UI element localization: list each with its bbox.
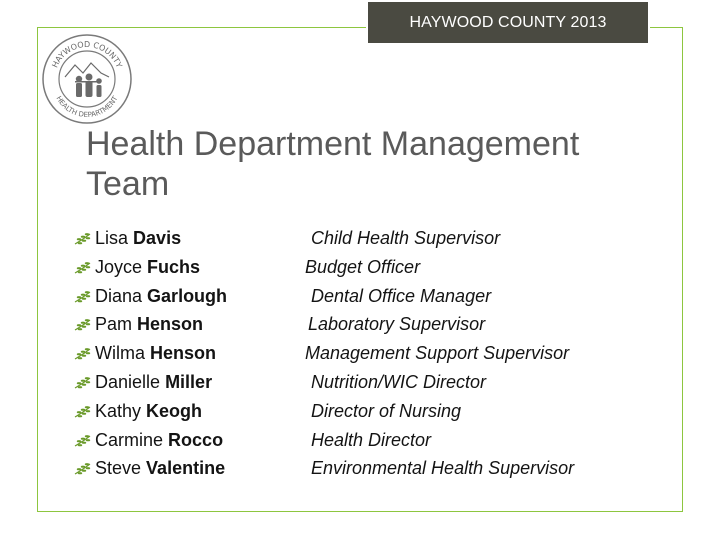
staff-first-name: Danielle (95, 371, 161, 392)
seal-top-text: HAYWOOD COUNTY (50, 39, 124, 70)
leaf-bullet-icon (74, 233, 91, 245)
list-item (74, 254, 694, 283)
list-item (74, 311, 694, 340)
staff-role: Nutrition/WIC Director (311, 371, 487, 392)
list-item (74, 369, 694, 398)
staff-role: Health Director (311, 429, 432, 450)
staff-first-name: Steve (95, 458, 142, 479)
staff-last-name: Henson (137, 314, 204, 335)
staff-last-name: Davis (133, 228, 182, 248)
staff-first-name: Carmine (95, 429, 164, 450)
staff-last-name: Henson (150, 343, 217, 364)
leaf-bullet-icon (74, 435, 91, 447)
leaf-bullet-icon (74, 406, 91, 418)
staff-name (95, 286, 227, 307)
list-item (74, 398, 694, 427)
staff-list (74, 225, 694, 484)
staff-name (95, 257, 200, 278)
staff-first-name: Kathy (95, 400, 142, 421)
leaf-bullet-icon (74, 291, 91, 303)
list-item (74, 455, 694, 484)
list-item (74, 427, 694, 456)
list-item (74, 225, 694, 254)
staff-last-name: Garlough (147, 285, 228, 306)
staff-first-name: Lisa (95, 228, 129, 248)
staff-last-name: Rocco (168, 429, 224, 450)
staff-last-name: Keogh (146, 400, 203, 421)
staff-role: Dental Office Manager (311, 285, 492, 306)
staff-name (95, 430, 223, 451)
svg-text:HAYWOOD COUNTY (50, 40, 123, 69)
staff-role: Management Support Supervisor (305, 343, 570, 364)
staff-first-name: Wilma (95, 343, 145, 364)
list-item (74, 340, 694, 369)
staff-name (95, 228, 181, 249)
staff-name (95, 458, 225, 479)
leaf-bullet-icon (74, 463, 91, 475)
staff-first-name: Pam (95, 314, 133, 335)
staff-name (95, 401, 202, 422)
staff-role: Laboratory Supervisor (308, 314, 486, 335)
leaf-bullet-icon (74, 319, 91, 331)
staff-name (95, 343, 216, 364)
seal-bottom-text: HEALTH DEPARTMENT (54, 94, 120, 120)
staff-role: Budget Officer (305, 256, 421, 277)
leaf-bullet-icon (74, 348, 91, 360)
leaf-bullet-icon (74, 377, 91, 389)
header-banner: HAYWOOD COUNTY 2013 (366, 0, 650, 45)
staff-role: Director of Nursing (311, 400, 462, 421)
staff-last-name: Miller (165, 371, 213, 392)
county-seal-logo (41, 33, 133, 125)
staff-role: Environmental Health Supervisor (311, 458, 575, 479)
leaf-bullet-icon (74, 262, 91, 274)
staff-first-name: Diana (95, 285, 143, 306)
staff-first-name: Joyce (95, 256, 143, 277)
staff-last-name: Fuchs (147, 256, 201, 277)
list-item (74, 283, 694, 312)
staff-name (95, 314, 203, 335)
slide-title: Health Department Management Team (86, 125, 580, 203)
staff-role: Child Health Supervisor (311, 228, 501, 248)
staff-last-name: Valentine (146, 458, 226, 479)
staff-name (95, 372, 212, 393)
